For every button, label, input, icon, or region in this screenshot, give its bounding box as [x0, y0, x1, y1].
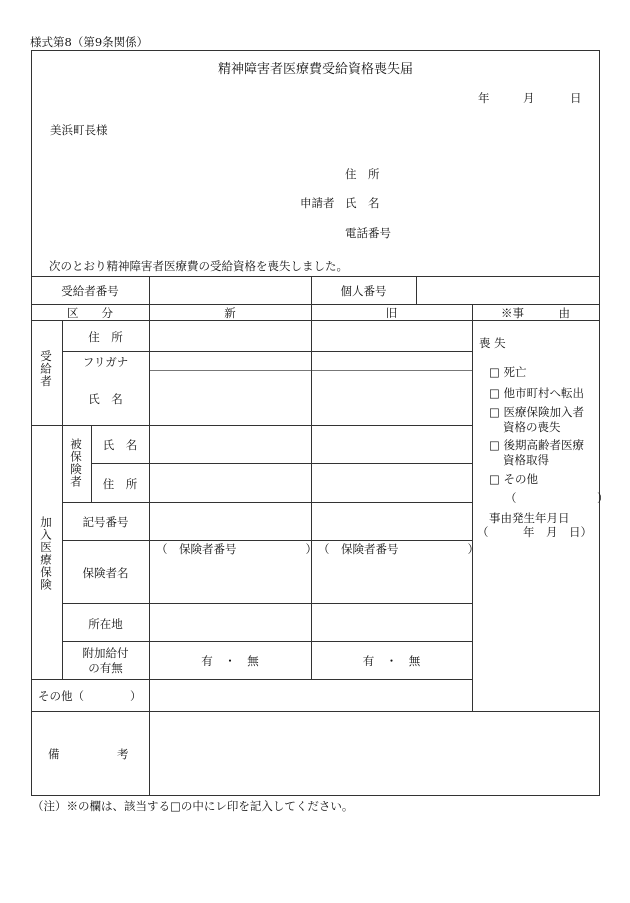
- reason-item-insurance-loss-2: 資格の喪失: [503, 420, 561, 434]
- reason-item-elderly: □ 後期高齢者医療: [489, 438, 585, 452]
- reason-heading: 喪 失: [479, 336, 506, 350]
- page-title: 精神障害者医療費受給資格喪失届: [217, 62, 413, 77]
- applicant-label: 申請者: [300, 196, 335, 210]
- new-header: 新: [224, 306, 236, 320]
- addressee: 美浜町長様: [50, 123, 108, 137]
- additional-benefit-label-1: 附加給付: [82, 646, 129, 660]
- reason-item-other: □ その他: [489, 472, 539, 486]
- date-month: 月: [523, 91, 535, 105]
- applicant-address-label: 住 所: [345, 167, 380, 181]
- date-day: 日: [570, 91, 582, 105]
- symbol-number-label: 記号番号: [82, 515, 129, 529]
- location-label: 所在地: [88, 617, 123, 631]
- yes-no-old: 有 ・ 無: [362, 654, 421, 668]
- recipient-furigana-label: フリガナ: [82, 355, 129, 369]
- date-year: 年: [478, 91, 490, 105]
- reason-other-paren: （ ）: [505, 491, 609, 505]
- insurer-number-new: （ 保険者番号 ）: [156, 542, 317, 556]
- reason-header: ※事 由: [501, 306, 570, 320]
- reason-item-insurance-loss: □ 医療保険加入者: [489, 405, 585, 419]
- yes-no-new: 有 ・ 無: [201, 654, 259, 668]
- applicant-name-label: 氏 名: [345, 196, 380, 210]
- statement: 次のとおり精神障害者医療費の受給資格を喪失しました。: [49, 259, 348, 273]
- other-label: その他（ ）: [38, 689, 142, 703]
- personal-number-label: 個人番号: [340, 284, 387, 298]
- insured-address-label: 住 所: [102, 477, 138, 491]
- recipient-name-label: 氏 名: [88, 392, 123, 406]
- applicant-phone-label: 電話番号: [345, 226, 391, 240]
- recipient-group-label: 受給者: [39, 350, 53, 388]
- insurance-group-label: 加入医療保険: [39, 516, 53, 591]
- occurrence-date-label: 事由発生年月日: [489, 511, 570, 525]
- reason-item-elderly-2: 資格取得: [503, 453, 549, 467]
- old-header: 旧: [385, 306, 398, 320]
- insurer-number-old: （ 保険者番号 ）: [318, 542, 479, 556]
- recipient-address-label: 住 所: [88, 330, 123, 344]
- category-header: 区 分: [67, 306, 113, 320]
- reason-item-moved-out: □ 他市町村へ転出: [489, 386, 585, 400]
- insurer-name-label: 保険者名: [82, 566, 129, 580]
- form-id: 様式第8（第9条関係）: [30, 35, 149, 49]
- remarks-label: 備 考: [48, 747, 129, 761]
- recipient-number-label: 受給者番号: [61, 284, 119, 298]
- footnote: （注）※の欄は、該当する□の中にレ印を記入してください。: [32, 799, 354, 813]
- reason-item-death: □ 死亡: [489, 365, 527, 379]
- insured-name-label: 氏 名: [102, 438, 138, 452]
- additional-benefit-label-2: の有無: [88, 661, 123, 675]
- occurrence-date: （ 年 月 日）: [477, 525, 592, 539]
- insured-label: 被保険者: [69, 438, 83, 488]
